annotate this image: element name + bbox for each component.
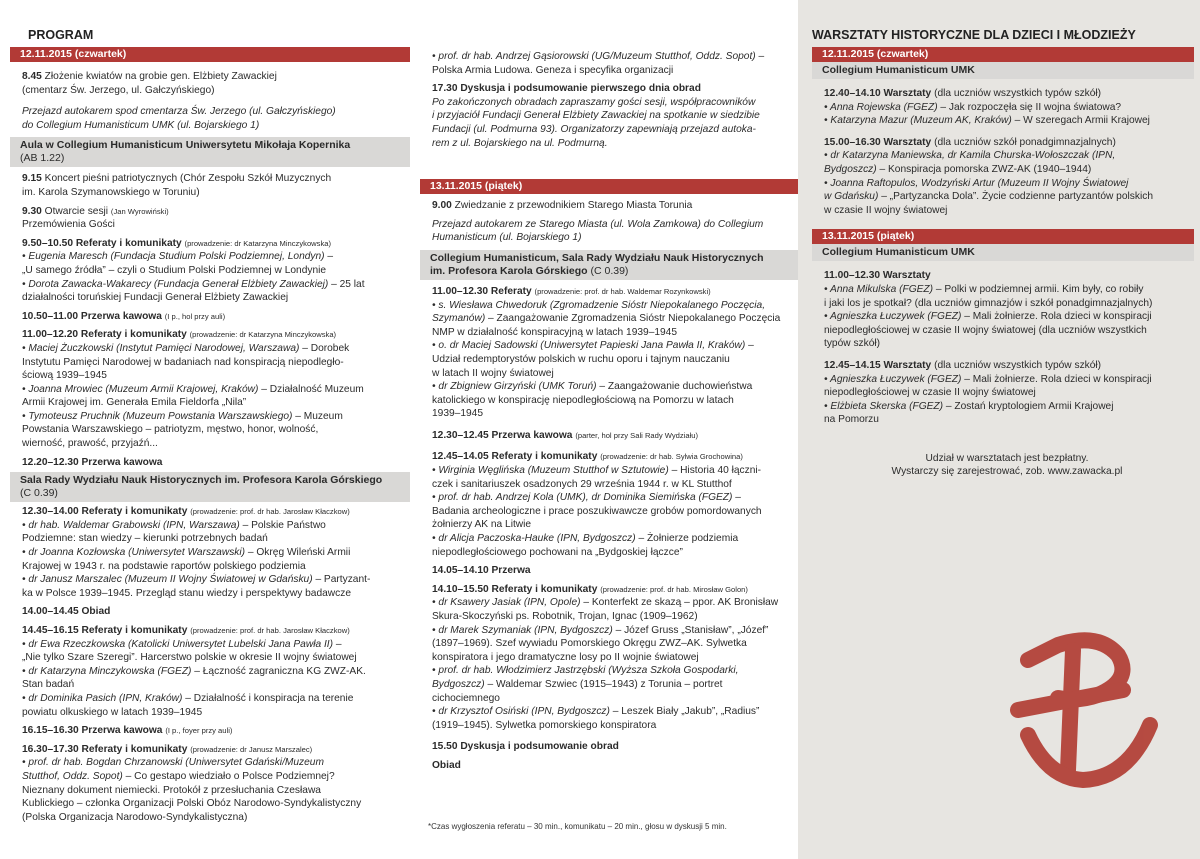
talk: Krajowej w 1943 r. na podstawie raportów polskiego podziemia [22,560,306,572]
transport-note: Humanisticum (ul. Bojarskiego 1) [432,232,582,244]
talk: Stan badań [22,679,75,691]
talk: • dr Janusz Marszalec (Muzeum II Wojny Światowej w Gdańsku) – Partyzant- [22,574,371,586]
agenda-item: 9.00 Zwiedzanie z przewodnikiem Starego Miasta Torunia [432,200,693,212]
talk: Podziemne: stan wiedzy – kierunki potrzebnych badań [22,533,268,545]
talk: czek i sanitariuszek osadzonych 29 września 1944 r. w KL Stutthof [432,478,732,490]
workshop-item: • Agnieszka Łuczywek (FGEZ) – Mali żołnierze. Rola dzieci w konspiracji [824,373,1152,385]
talk: • dr Katarzyna Minczykowska (FGEZ) – Łączność zagraniczna KG ZWZ-AK. [22,665,366,677]
break: 12.20–12.30 Przerwa kawowa [22,456,163,468]
date-band-day2: 13.11.2015 (piątek) [420,179,798,194]
invitation-note: Fundacji (ul. Podmurna 93). Organizatorzy zapewniają przejazd autoka- [432,123,756,135]
venue-bar: Collegium Humanisticum UMK [812,62,1194,79]
footnote: *Czas wygłoszenia referatu – 30 min., komunikatu – 20 min., głosu w dyskusji 5 min. [428,822,727,831]
talk: Nieznany dokument niemiecki. Protokół z przesłuchania Czesława [22,784,321,796]
break: 10.50–11.00 Przerwa kawowa (I p., hol przy auli) [22,310,226,322]
workshop-item: typów szkół) [824,338,881,350]
talk: • dr Marek Szymaniak (IPN, Bydgoszcz) – Józef Gruss „Stanisław”, „Józef” [432,624,769,636]
program-column-2 [420,0,798,773]
workshop-item: • Agnieszka Łuczywek (FGEZ) – Mali żołnierze. Rola dzieci w konspiracji [824,311,1152,323]
invitation-note: Po zakończonych obradach zapraszamy gości sesji, współpracowników [432,96,756,108]
break: 14.05–14.10 Przerwa [432,565,531,577]
agenda-item: (cmentarz Św. Jerzego, ul. Gałczyńskiego) [22,84,215,96]
transport-note: do Collegium Humanisticum UMK (ul. Bojarskiego 1) [22,119,260,131]
registration-note: Wystarczy się zarejestrować, zob. www.zawacka.pl [891,466,1123,478]
transport-note: Przejazd autokarem ze Starego Miasta (ul. Wola Zamkowa) do Collegium [432,218,764,230]
talk: 1939–1945 [432,408,483,420]
talk: działalności toruńskiej Fundacji Generał Elżbiety Zawackiej [22,292,289,304]
workshops-heading: WARSZTATY HISTORYCZNE DLA DZIECI I MŁODZIEŻY [812,28,1136,42]
kotwica-emblem-icon [988,620,1188,800]
talk: powiatu olkuskiego w latach 1939–1945 [22,706,203,718]
session-title: 12.45–14.05 Referaty i komunikaty (prowadzenie: dr hab. Sylwia Grochowina) [432,451,743,463]
talk: • Eugenia Maresch (Fundacja Studium Polski Podziemnej, Londyn) – [22,251,334,263]
workshop-item: • Katarzyna Mazur (Muzeum AK, Kraków) – W szeregach Armii Krajowej [824,115,1150,127]
talk: • dr hab. Waldemar Grabowski (IPN, Warszawa) – Polskie Państwo [22,519,326,531]
workshop-item: • Joanna Raftopulos, Wodzyński Artur (Muzeum II Wojny Światowej [824,177,1129,189]
talk: (1897–1969). Szef wywiadu Pomorskiego Okręgu ZWZ–AK. Sylwetka [432,638,747,650]
talk: (1919–1945). Sylwetka pomorskiego konspiratora [432,719,657,731]
talk: „Nie tylko Szare Szeregi”. Harcerstwo polskie w okresie II wojny światowej [22,652,357,664]
break: 14.00–14.45 Obiad [22,606,111,618]
talk: • dr Joanna Kozłowska (Uniwersytet Warszawski) – Okręg Wileński Armii [22,547,351,559]
agenda-item: 9.15 Koncert pieśni patriotycznych (Chór Zespołu Szkół Muzycznych [22,173,332,185]
talk: • prof. dr hab. Włodzimierz Jastrzębski (Wyższa Szkoła Gospodarki, [432,665,739,677]
session-title: 11.00–12.20 Referaty i komunikaty (prowadzenie: dr Katarzyna Minczykowska) [22,329,337,341]
talk: • dr Ksawery Jasiak (IPN, Opole) – Konterfekt ze skazą – ppor. AK Bronisław [432,597,779,609]
talk: • prof. dr hab. Bogdan Chrzanowski (Uniwersytet Gdański/Muzeum [22,757,324,769]
talk: katolickiego w konspirację niepodległościową na Pomorzu w latach [432,394,734,406]
talk: Stutthof, Oddz. Sopot) – Co gestapo wiedziało o Polsce Podziemnej? [22,770,335,782]
session-title: 14.10–15.50 Referaty i komunikaty (prowadzenie: prof. dr hab. Mirosław Golon) [432,583,748,595]
agenda-item: im. Karola Szymanowskiego w Toruniu) [22,186,200,198]
talk: Skura-Skoczyński ps. Robotnik, Trojan, Ignac (1909–1962) [432,611,698,622]
workshop-item: niepodległościowej w czasie II wojny światowej [824,387,1036,399]
talk: Kublickiego – członka Organizacji Polski Obóz Narodowo-Syndykalistyczny [22,798,362,810]
talk: NMP w działalność konspiracyjną w latach 1939–1945 [432,326,678,338]
workshop-item: i jaki los je spotkał? (dla uczniów gimnazjów i szkół ponadgimnazjalnych) [824,297,1153,309]
workshop-item: • Anna Rojewska (FGEZ) – Jak rozpoczęła się II wojna światowa? [824,101,1122,113]
talk: • Wirginia Węglińska (Muzeum Stutthof w Sztutowie) – Historia 40 łączni- [432,465,762,477]
talk: • dr Dominika Pasich (IPN, Kraków) – Działalność i konspiracja na terenie [22,692,354,704]
discussion: 17.30 Dyskusja i podsumowanie pierwszego dnia obrad [432,83,701,95]
break: 12.30–12.45 Przerwa kawowa (parter, hol przy Sali Rady Wydziału) [432,429,699,441]
talk: • dr Alicja Paczoska-Hauke (IPN, Bydgoszcz) – Żołnierze podziemia [432,533,739,545]
session-title: 9.50–10.50 Referaty i komunikaty (prowadzenie: dr Katarzyna Minczykowska) [22,237,331,249]
workshop-item: na Pomorzu [824,414,879,426]
talk: Polska Armia Ludowa. Geneza i specyfika organizacji [432,64,674,76]
date-band-workshop-day1: 12.11.2015 (czwartek) [812,47,1194,62]
session-title: 12.30–14.00 Referaty i komunikaty (prowadzenie: prof. dr hab. Jarosław Kłaczkow) [22,506,350,518]
venue-bar: Sala Rady Wydziału Nauk Historycznych im. Profesora Karola Górskiego (C 0.39) [10,472,410,502]
agenda-item: 9.30 Otwarcie sesji (Jan Wyrowiński) [22,205,169,217]
date-band-workshop-day2: 13.11.2015 (piątek) [812,229,1194,244]
free-note: Udział w warsztatach jest bezpłatny. [925,452,1089,464]
talk: żołnierzy AK na Litwie [432,519,532,531]
talk: (Polska Organizacja Narodowo-Syndykalistyczna) [22,811,248,823]
venue-bar: Aula w Collegium Humanisticum Uniwersytetu Mikołaja Kopernika (AB 1.22) [10,137,410,167]
workshop-item: w Gdańsku) – „Partyzancka Dola”. Życie codzienne partyzantów polskich [824,191,1153,203]
talk: Powstania Warszawskiego – patriotyzm, męstwo, honor, wolność, [22,424,319,436]
talk: ściową 1939–1945 [22,370,107,382]
talk: • dr Zbigniew Girzyński (UMK Toruń) – Zaangażowanie duchowieństwa [432,381,753,393]
workshops-panel [798,0,1200,859]
talk: • Dorota Zawacka-Wakarecy (Fundacja Generał Elżbiety Zawackiej) – 25 lat [22,278,365,290]
lunch: Obiad [432,759,461,771]
talk: Bydgoszcz) – Waldemar Szwiec (1915–1943) z Torunia – portret [432,678,723,690]
break: 16.15–16.30 Przerwa kawowa (I p., foyer przy auli) [22,725,233,737]
talk: niepodległościowego pochowani na „Bydgoskiej łączce” [432,546,683,558]
talk: • s. Wiesława Chwedoruk (Zgromadzenie Sióstr Niepokalanego Poczęcia, [432,299,766,311]
venue-bar: Collegium Humanisticum UMK [812,244,1194,261]
talk: • Joanna Mrowiec (Muzeum Armii Krajowej, Kraków) – Działalność Muzeum [22,383,364,395]
talk: • o. dr Maciej Sadowski (Uniwersytet Papieski Jana Pawła II, Kraków) – [432,340,754,352]
session-title: 14.45–16.15 Referaty i komunikaty (prowadzenie: prof. dr hab. Jarosław Kłaczkow) [22,625,350,636]
session-title: 16.30–17.30 Referaty i komunikaty (prowadzenie: dr Janusz Marszalec) [22,743,313,755]
talk: • prof. dr hab. Andrzej Gąsiorowski (UG/Muzeum Stutthof, Oddz. Sopot) – [432,51,765,62]
workshop-item: • Anna Mikulska (FGEZ) – Polki w podziemnej armii. Kim były, co robiły [824,283,1144,295]
talk: Armii Krajowej im. Generała Emila Fieldorfa „Nila” [22,397,247,409]
workshop-item: • dr Katarzyna Maniewska, dr Kamila Churska-Wołoszczak (IPN, [824,150,1116,162]
workshop-item: • Elżbieta Skerska (FGEZ) – Zostań kryptologiem Armii Krajowej [824,400,1114,412]
talk: • dr Ewa Rzeczkowska (Katolicki Uniwersytet Lubelski Jana Pawła II) – [22,638,342,650]
venue-bar: Collegium Humanisticum, Sala Rady Wydziału Nauk Historycznych im. Profesora Karola Górskiego (C 0.39) [420,250,798,280]
session-title: 11.00–12.30 Referaty (prowadzenie: prof. dr hab. Waldemar Rozynkowski) [432,285,711,297]
talk: • dr Krzysztof Osiński (IPN, Bydgoszcz) – Leszek Biały „Jakub”, „Radius” [432,706,760,718]
talk: w latach II wojny światowej [432,367,554,379]
date-band-day1: 12.11.2015 (czwartek) [10,47,410,62]
program-column [10,0,410,824]
discussion: 15.50 Dyskusja i podsumowanie obrad [432,741,619,753]
agenda-item: 8.45 Złożenie kwiatów na grobie gen. Elżbiety Zawackiej [22,71,277,82]
talk: konspiratora i jego dramatyczne losy po II wojnie światowej [432,651,699,663]
talk: Instytutu Pamięci Narodowej w badaniach nad konspiracją niepodległo- [22,356,344,368]
talk: cichociemnego [432,692,500,704]
talk: ka w Polsce 1939–1945. Przegląd stanu wiedzy i perspektywy badawcze [22,587,352,599]
talk: Udział redemptorystów polskich w ruchu oporu i tajnym nauczaniu [432,353,730,365]
talk: • prof. dr hab. Andrzej Kola (UMK), dr Dominika Siemińska (FGEZ) – [432,492,741,504]
workshop-title: 11.00–12.30 Warsztaty [824,270,931,282]
workshop-item: niepodległościowej w czasie II wojny światowej (dla uczniów wszystkich [824,324,1147,336]
talk: • Maciej Żuczkowski (Instytut Pamięci Narodowej, Warszawa) – Dorobek [22,342,350,354]
workshop-item: Bydgoszcz) – Konspiracja pomorska ZWZ-AK (1940–1944) [824,163,1092,175]
invitation-note: rem z ul. Bojarskiego na ul. Podmurną. [432,137,608,149]
transport-note: Przejazd autokarem spod cmentarza Św. Jerzego (ul. Gałczyńskiego) [22,106,336,118]
workshop-title: 12.45–14.15 Warsztaty (dla uczniów wszystkich typów szkół) [824,359,1102,371]
talk: wierność, prawość, przyjaźń... [22,438,158,450]
talk: • Tymoteusz Pruchnik (Muzeum Powstania Warszawskiego) – Muzeum [22,410,343,422]
agenda-item: Przemówienia Gości [22,219,115,231]
program-heading: PROGRAM [28,28,94,42]
workshop-title: 15.00–16.30 Warsztaty (dla uczniów szkół ponadgimnazjalnych) [824,136,1116,148]
talk: Badania archeologiczne i prace poszukiwawcze grobów pomordowanych [432,505,762,517]
talk: „U samego źródła” – czyli o Studium Polski Podziemnej w Londynie [22,264,327,276]
workshop-title: 12.40–14.10 Warsztaty (dla uczniów wszystkich typów szkół) [824,88,1102,99]
invitation-note: i przyjaciół Fundacji Generał Elżbiety Zawackiej na spotkanie w siedzibie [432,110,760,122]
workshop-item: w czasie II wojny światowej [824,204,948,216]
talk: Szymanów) – Zaangażowanie Zgromadzenia Sióstr Niepokalanego Poczęcia [432,313,781,325]
